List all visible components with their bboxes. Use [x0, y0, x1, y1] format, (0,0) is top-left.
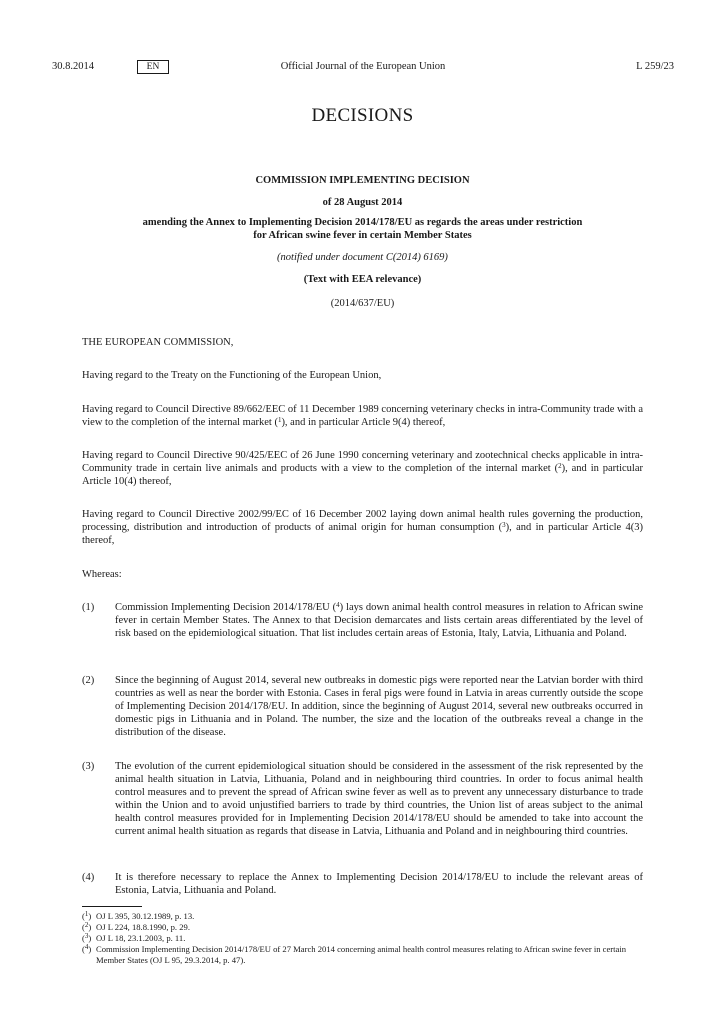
- decision-subject-line-1: amending the Annex to Implementing Decision 2014/178/EU as regards the areas under restriction: [142, 217, 583, 228]
- language-badge: EN: [137, 60, 169, 74]
- citation-text: Having regard to Council Directive 90/425/EEC of 26 June 1990 concerning veterinary and zootechnical checks applicable in intra-Community trade in certain live animals and products with a view to the completion of the internal market (: [82, 450, 643, 474]
- recital-1: [82, 601, 643, 640]
- footnote-mark: 4: [84, 943, 89, 951]
- citation-text: Having regard to Council Directive 2002/99/EC of 16 December 2002 laying down animal health rules governing the production, processing, distribution and introduction of products of animal origin for human consumption (: [82, 509, 643, 533]
- decision-subject-line-2: for African swine fever in certain Member States: [253, 230, 472, 241]
- footnote-mark: 2: [84, 921, 89, 929]
- footnote-2: [82, 922, 643, 933]
- footnote-1: [82, 911, 643, 922]
- decision-number: (2014/637/EU): [330, 298, 395, 309]
- footnote-number: ($^2$): [82, 921, 92, 932]
- recital-text: The evolution of the current epidemiological situation should be considered in the assessment of the risk represented by the animal health situation in Latvia, Lithuania, Poland and in neighbouring third countries. In order to focus animal health control measures and to prevent the spread of African swine fever as well as to prevent any unnecessary disturbance to trade within the Union and to avoid unjustified barriers to trade by third countries, the Union list of areas subject to the animal health control measures provided for in Implementing Decision 2014/178/EU should be amended to take into account the current animal health situation as regards that disease in Latvia, Lithuania and Poland and in neighbouring third countries.: [115, 761, 643, 837]
- recital-text: It is therefore necessary to replace the Annex to Implementing Decision 2014/178/EU to include the relevant areas of Estonia, Latvia, Lithuania and Poland.: [115, 872, 643, 896]
- footnote-number: ($^3$): [82, 932, 92, 943]
- footnote-ref-1[interactable]: 1: [277, 416, 282, 424]
- recital-text-part: Commission Implementing Decision 2014/178/EU (: [115, 602, 337, 613]
- commission-heading: THE EUROPEAN COMMISSION,: [82, 337, 234, 348]
- citation-directive-90-425: [82, 449, 643, 488]
- notified-document: (notified under document C(2014) 6169): [277, 252, 448, 263]
- footnote-mark: 1: [84, 910, 89, 918]
- footnote-4: [82, 944, 643, 965]
- recital-text: Since the beginning of August 2014, several new outbreaks in domestic pigs were reported near the Latvian border with third countries as well as near the border with Estonia. Cases in feral pigs were found in Latvia in areas currently outside the scope of Implementing Decision 2014/178/EU. In addition, since the beginning of August 2014, several new outbreaks occurred in domestic pigs in Lithuania and in Poland. The number, the size and the location of the outbreaks reveal a change in the distribution of the disease.: [115, 675, 643, 738]
- recital-3: [82, 760, 643, 838]
- recital-number: (3): [82, 761, 95, 772]
- citation-text: Having regard to Council Directive 89/662/EEC of 11 December 1989 concerning veterinary checks in intra-Community trade with a view to the completion of the internal market (: [82, 404, 643, 428]
- footnote-ref-4[interactable]: 4: [336, 601, 340, 609]
- recital-number: (2): [82, 675, 95, 686]
- citation-directive-89-662: [82, 403, 643, 429]
- footnote-number: ($^4$): [82, 943, 92, 954]
- footnote-divider: [82, 906, 142, 907]
- recital-text-part: ) lays down animal health control measures in relation to African swine fever in certain Member States. The Annex to that Decision demarcates and lists certain areas differentiated by the level of risk based on the epidemiological situation. That list includes certain areas of Estonia, Italy, Latvia, Lithuania and Poland.: [115, 602, 643, 639]
- journal-title: Official Journal of the European Union: [280, 61, 446, 72]
- recital-number: (4): [82, 872, 95, 883]
- section-title: DECISIONS: [311, 105, 414, 126]
- footnote-text: Commission Implementing Decision 2014/178/EU of 27 March 2014 concerning animal health control measures relating to African swine fever in certain Member States (OJ L 95, 29.3.2014, p. 47).: [96, 944, 627, 965]
- recital-2: [82, 674, 643, 739]
- header-date: 30.8.2014: [52, 61, 94, 72]
- footnote-text: OJ L 224, 18.8.1990, p. 29.: [96, 922, 190, 932]
- recital-4: [82, 871, 643, 897]
- eea-relevance: (Text with EEA relevance): [303, 274, 422, 285]
- recital-text: [115, 601, 643, 640]
- citation-text: ), and in particular Article 9(4) thereof,: [281, 417, 446, 428]
- citation-text: ), and in particular Article 10(4) thereof,: [82, 463, 643, 487]
- footnote-ref-3[interactable]: 3: [502, 521, 506, 529]
- journal-header: [52, 60, 674, 74]
- footnote-3: [82, 933, 643, 944]
- citation-text: ), and in particular Article 4(3) thereof,: [82, 522, 643, 546]
- citation-treaty: Having regard to the Treaty on the Functioning of the European Union,: [82, 370, 382, 381]
- whereas-heading: Whereas:: [82, 569, 122, 580]
- footnote-mark: 3: [84, 932, 89, 940]
- footnote-text: OJ L 18, 23.1.2003, p. 11.: [96, 933, 186, 943]
- citation-directive-2002-99: [82, 508, 643, 547]
- footnote-ref-2[interactable]: 2: [558, 462, 562, 470]
- decision-type: COMMISSION IMPLEMENTING DECISION: [255, 175, 470, 186]
- decision-date: of 28 August 2014: [322, 197, 403, 208]
- recital-number: (1): [82, 602, 95, 613]
- page-reference: L 259/23: [636, 61, 674, 72]
- footnote-number: ($^1$): [82, 910, 92, 921]
- footnote-text: OJ L 395, 30.12.1989, p. 13.: [96, 911, 195, 921]
